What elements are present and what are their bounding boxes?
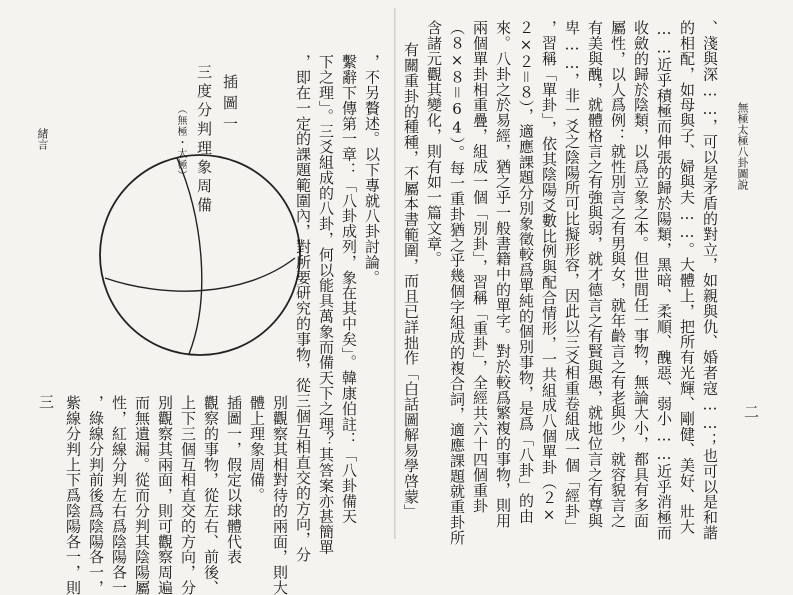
right-col-5: 屬性，以人爲例：就性別言之有男與女，就年齡言之有老與少，就容貌言之 <box>609 20 627 529</box>
left-col-1: ，不另贅述。以下專就八卦討論。 <box>363 54 381 285</box>
left-page-number: 三 <box>37 394 55 410</box>
sphere-longitude-line <box>177 158 202 354</box>
right-col-13: 含諸元觀其變化，則有如一篇文章。 <box>425 20 443 267</box>
left-col-5: 別觀察其相對待的兩面，則大 <box>271 395 289 595</box>
sphere-latitude-line <box>105 258 295 291</box>
right-col-3: ……近乎積極而伸張的歸於陽類，黑暗、柔順、醜惡、弱小……近乎消極而 <box>655 20 673 541</box>
left-col-13: ，綠線分判前後爲陰陽各一， <box>87 395 105 595</box>
left-col-8: 觀察的事物，從左右、前後、 <box>202 395 220 595</box>
figure-title: 三度分判理象周備 <box>195 64 213 216</box>
left-col-7: 插圖一，假定以球體代表 <box>225 395 243 565</box>
right-col-14: 有關重卦的種種，不屬本書範圍，而且已詳拙作「白話圖解易學啓蒙」 <box>402 42 420 520</box>
right-col-8: ，習稱「單卦」，依其陰陽爻數比例與配合情形，一共組成八個單卦（２× <box>540 20 558 524</box>
left-col-2: 繫辭下傳第一章：「八卦成列，象在其中矣」。韓康伯註：「八卦備天 <box>340 54 358 524</box>
right-col-7: 卑……，非一爻之陰陽所可比擬形容，因此以三爻相重卷組成一個「經卦」 <box>563 20 581 535</box>
right-col-12: （８×８＝64）。每一重卦猶之乎幾個字組成的複合詞，適應課題就重卦所 <box>448 20 466 546</box>
right-col-2: 的相配，如母與子、婦與夫……。大體上，把所有光輝、剛健、美好、壯大 <box>678 20 696 535</box>
left-col-3: 下之理」。三爻組成的八卦，何以能具萬象而備天下之理？其答案亦甚簡單 <box>317 54 335 555</box>
left-col-6: 體上理象周備。 <box>248 395 266 503</box>
right-col-6: 有美與醜，就體格言之有強與弱，就才德言之有賢與愚，就地位言之有尊與 <box>586 20 604 529</box>
sphere-outline <box>100 155 300 355</box>
right-col-9: ２×２＝８），適應課題分別象徵較爲單純的個別事物，是爲「八卦」的由 <box>517 20 535 524</box>
right-col-11: 兩個單卦相重疊，組成一個「別卦」，習稱「重卦」，全經共六十四個重卦 <box>471 20 489 514</box>
right-col-4: 收斂的歸於陰類，以爲立象之本。但世間任一事物，無論大小，都具有多面 <box>632 20 650 529</box>
right-col-1: 、淺與深……，可以是矛盾的對立，如親與仇、婚者寇……；也可以是和諧 <box>701 20 719 541</box>
figure-caption: （無極・太極） <box>175 104 186 181</box>
figure-heading: 插圖一 <box>221 74 239 137</box>
left-col-10: 別觀察其兩面，則可觀察周遍 <box>156 395 174 595</box>
left-col-12: 性，紅線分判左右爲陰陽各一 <box>110 395 128 595</box>
left-col-9: 上下三個互相直交的方向，分 <box>179 395 197 595</box>
left-col-11: 而無遺漏。從而分判其陰陽屬 <box>133 395 151 595</box>
left-col-14: 紫線分判上下爲陰陽各一，則 <box>64 395 82 595</box>
figure-sphere <box>93 148 307 362</box>
right-col-10: 來。八卦之於易經，猶之乎一般書籍中的單字。對於較爲繁複的事物，則用 <box>494 20 512 529</box>
page-gutter <box>394 8 396 539</box>
left-col-4: ，即在一定的課題範圍內，對所要研究的事物，從三個互相直交的方向，分 <box>294 54 312 563</box>
running-head: 無極太極八卦圖說 <box>736 102 749 190</box>
margin-label: 緒言 <box>36 128 49 150</box>
right-page-number: 二 <box>742 404 760 420</box>
